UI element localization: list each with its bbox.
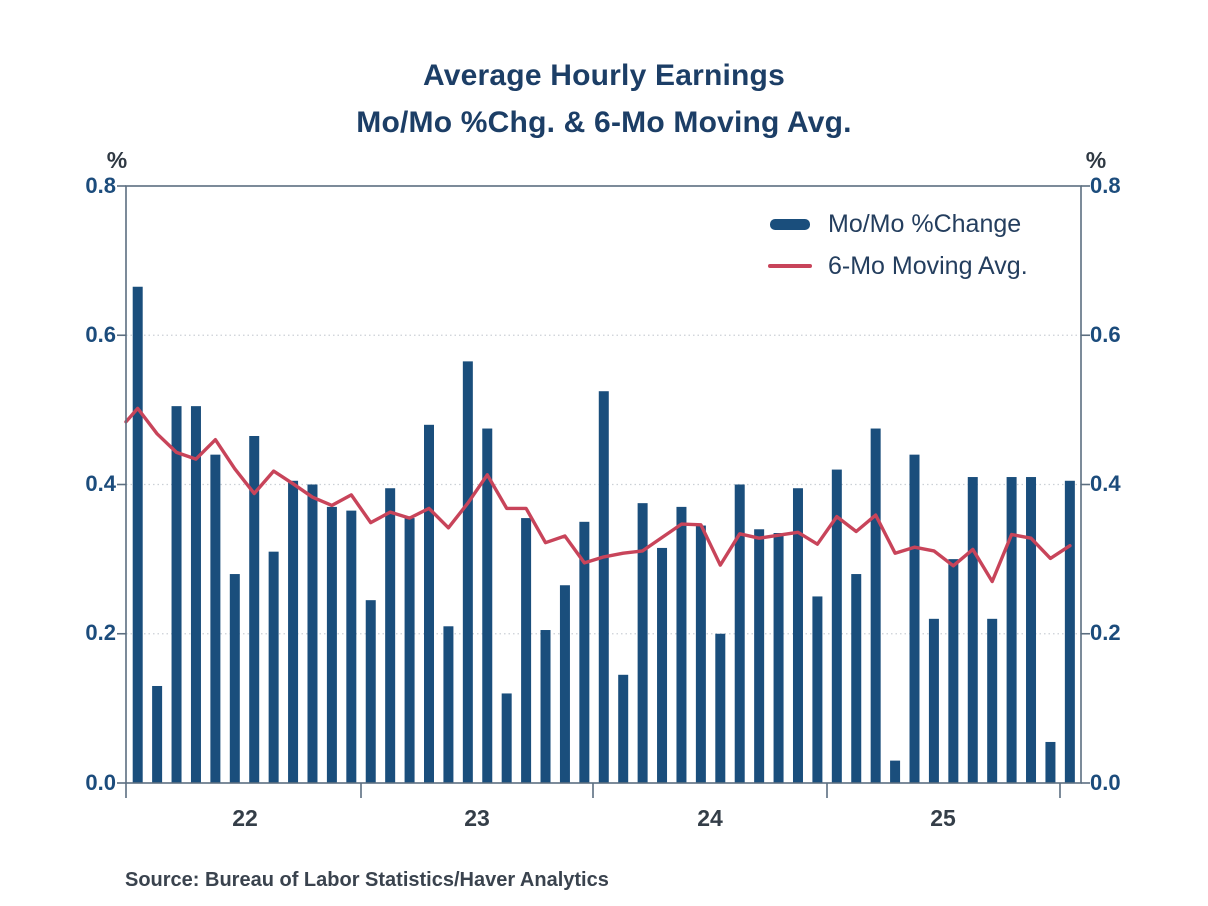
bar-aug-2024 bbox=[735, 485, 745, 784]
bar-oct-2025 bbox=[1007, 477, 1017, 783]
bar-dec-2022 bbox=[346, 511, 356, 783]
chart-title bbox=[0, 52, 1208, 146]
y-axis-label-left-0.0: 0.0 bbox=[85, 770, 116, 795]
x-axis-label-24: 24 bbox=[697, 805, 723, 831]
bar-jan-2022 bbox=[133, 287, 143, 783]
bar-mar-2023 bbox=[405, 518, 415, 783]
bar-feb-2024 bbox=[618, 675, 628, 783]
bar-oct-2023 bbox=[541, 630, 551, 783]
bar-jun-2024 bbox=[696, 526, 706, 783]
bar-oct-2022 bbox=[307, 485, 317, 784]
bar-jan-2024 bbox=[599, 391, 609, 783]
y-axis-label-left-0.2: 0.2 bbox=[85, 620, 116, 645]
source-note: Source: Bureau of Labor Statistics/Haver Analytics bbox=[125, 869, 609, 891]
bar-nov-2022 bbox=[327, 507, 337, 783]
bar-jun-2025 bbox=[929, 619, 939, 783]
y-axis-label-right-0.0: 0.0 bbox=[1090, 770, 1121, 795]
bar-may-2024 bbox=[676, 507, 686, 783]
bar-dec-2024 bbox=[812, 596, 822, 783]
bar-mar-2025 bbox=[871, 429, 881, 783]
legend-label-line: 6-Mo Moving Avg. bbox=[828, 251, 1028, 280]
bar-jul-2024 bbox=[715, 634, 725, 783]
left-axis-unit-label: % bbox=[106, 147, 128, 173]
bar-nov-2025 bbox=[1026, 477, 1036, 783]
bar-nov-2023 bbox=[560, 585, 570, 783]
y-axis-label-left-0.6: 0.6 bbox=[85, 322, 116, 347]
bar-sep-2024 bbox=[754, 529, 764, 783]
bar-sep-2023 bbox=[521, 518, 531, 783]
bar-jul-2025 bbox=[948, 559, 958, 783]
bar-apr-2024 bbox=[657, 548, 667, 783]
chart-title-line1: Average Hourly Earnings bbox=[423, 59, 785, 92]
bar-aug-2025 bbox=[968, 477, 978, 783]
bar-may-2023 bbox=[443, 626, 453, 783]
bar-feb-2023 bbox=[385, 488, 395, 783]
moving-average-line bbox=[126, 408, 1070, 581]
bar-may-2022 bbox=[210, 455, 220, 783]
y-axis-label-left-0.8: 0.8 bbox=[85, 173, 116, 198]
x-axis-label-22: 22 bbox=[232, 805, 258, 831]
bar-feb-2025 bbox=[851, 574, 861, 783]
bar-may-2025 bbox=[910, 455, 920, 783]
bar-sep-2025 bbox=[987, 619, 997, 783]
x-axis-label-25: 25 bbox=[930, 805, 956, 831]
x-axis-label-23: 23 bbox=[464, 805, 490, 831]
bar-oct-2024 bbox=[774, 533, 784, 783]
y-axis-label-right-0.2: 0.2 bbox=[1090, 620, 1121, 645]
bar-feb-2022 bbox=[152, 686, 162, 783]
bar-jan-2023 bbox=[366, 600, 376, 783]
bar-mar-2024 bbox=[638, 503, 648, 783]
y-axis-label-right-0.6: 0.6 bbox=[1090, 322, 1121, 347]
plot-area bbox=[126, 186, 1081, 783]
bar-sep-2022 bbox=[288, 481, 298, 783]
bar-apr-2025 bbox=[890, 761, 900, 783]
bar-jan-2026 bbox=[1065, 481, 1075, 783]
bar-mar-2022 bbox=[172, 406, 182, 783]
right-axis-unit-label: % bbox=[1085, 147, 1107, 173]
bar-apr-2023 bbox=[424, 425, 434, 783]
bar-jun-2023 bbox=[463, 361, 473, 783]
chart-title-line2: Mo/Mo %Chg. & 6-Mo Moving Avg. bbox=[356, 106, 852, 139]
y-axis-label-left-0.4: 0.4 bbox=[85, 471, 116, 496]
y-axis-label-right-0.4: 0.4 bbox=[1090, 471, 1121, 496]
bar-jun-2022 bbox=[230, 574, 240, 783]
bar-aug-2022 bbox=[269, 552, 279, 783]
bar-apr-2022 bbox=[191, 406, 201, 783]
y-axis-label-right-0.8: 0.8 bbox=[1090, 173, 1121, 198]
legend-label-bars: Mo/Mo %Change bbox=[828, 209, 1022, 238]
bar-dec-2025 bbox=[1045, 742, 1055, 783]
bar-aug-2023 bbox=[502, 693, 512, 783]
